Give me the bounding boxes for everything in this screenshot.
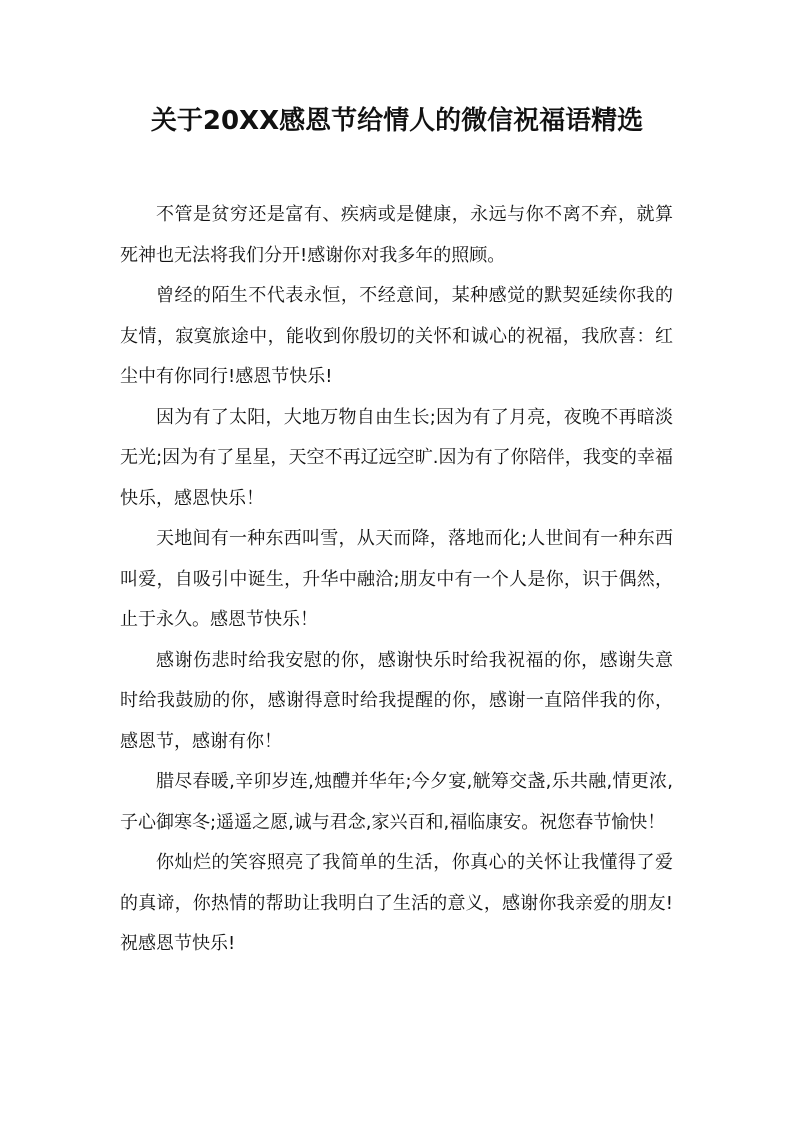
- document-title: 关于20XX感恩节给情人的微信祝福语精选: [150, 106, 644, 136]
- paragraph: 腊尽春暖,辛卯岁连,烛醴并华年;今夕宴,觥筹交盏,乐共融,情更浓,子心御寒冬;遥遥之愿,诚与君念,家兴百和,福临康安。祝您春节愉快！: [120, 771, 673, 833]
- paragraph: 感谢伤悲时给我安慰的你，感谢快乐时给我祝福的你，感谢失意时给我鼓励的你，感谢得意时给我提醒的你，感谢一直陪伴我的你，感恩节，感谢有你！: [120, 649, 673, 752]
- paragraph: 天地间有一种东西叫雪，从天而降，落地而化;人世间有一种东西叫爱，自吸引中诞生，升华中融洽;朋友中有一个人是你，识于偶然，止于永久。感恩节快乐！: [120, 528, 673, 630]
- document-body: [120, 195, 673, 965]
- paragraph: 你灿烂的笑容照亮了我简单的生活，你真心的关怀让我懂得了爱的真谛，你热情的帮助让我明白了生活的意义，感谢你我亲爱的朋友!祝感恩节快乐!: [120, 852, 673, 954]
- paragraph: 曾经的陌生不代表永恒，不经意间，某种感觉的默契延续你我的友情，寂寞旅途中，能收到你殷切的关怀和诚心的祝福，我欣喜：红尘中有你同行!感恩节快乐!: [120, 285, 673, 387]
- paragraph: 不管是贫穷还是富有、疾病或是健康，永远与你不离不弃，就算死神也无法将我们分开!感谢你对我多年的照顾。: [120, 204, 673, 266]
- paragraph: 因为有了太阳，大地万物自由生长;因为有了月亮，夜晚不再暗淡无光;因为有了星星，天空不再辽远空旷.因为有了你陪伴，我变的幸福快乐，感恩快乐！: [120, 406, 673, 509]
